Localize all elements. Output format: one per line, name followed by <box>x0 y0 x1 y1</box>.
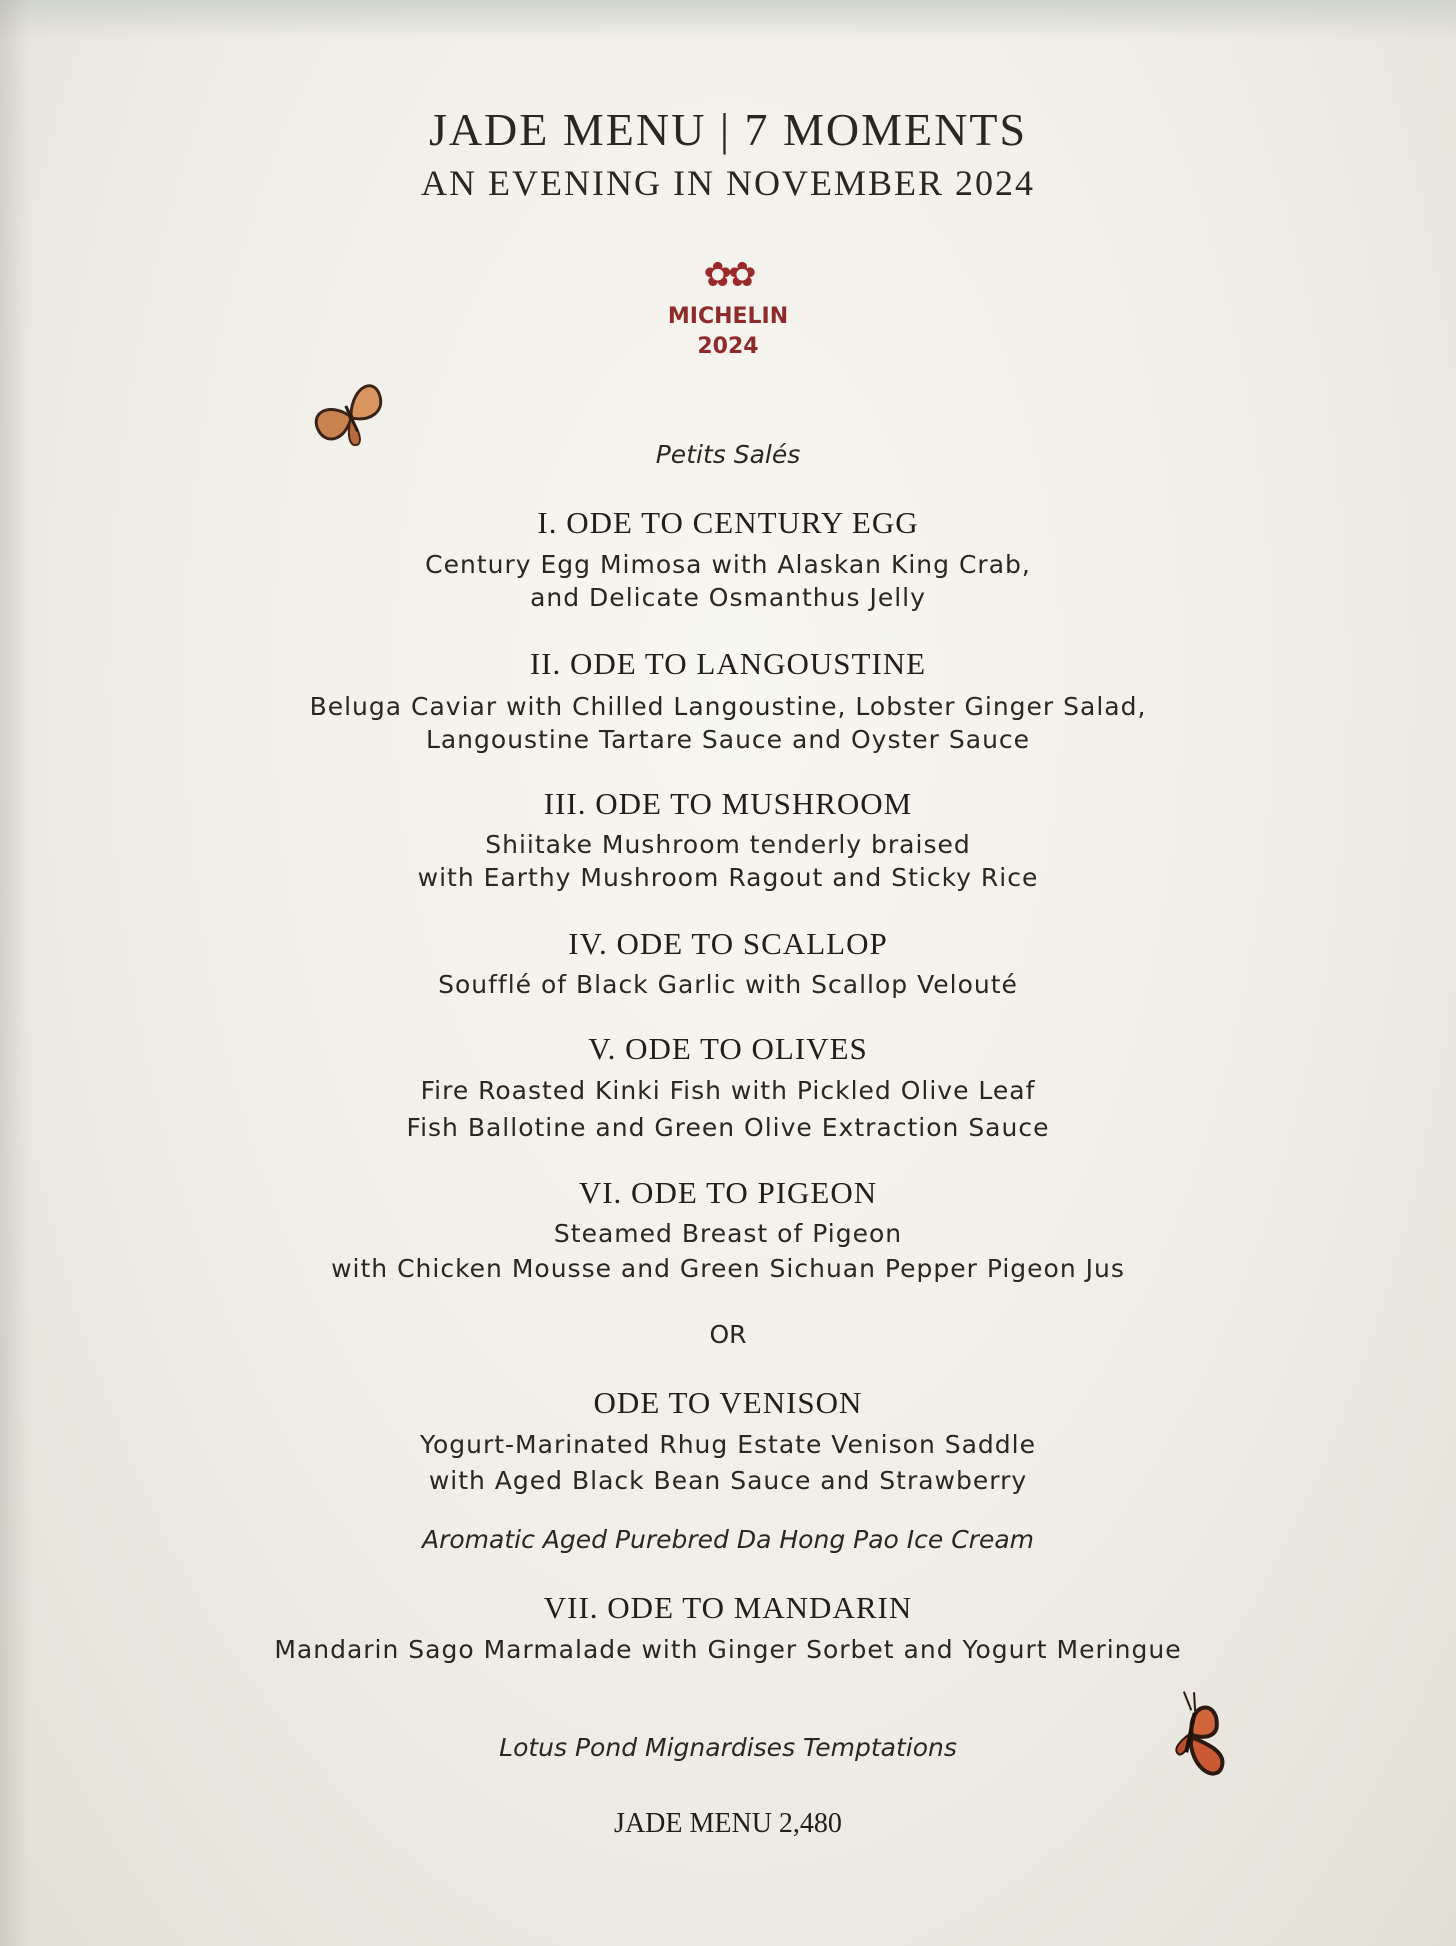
course-description <box>0 1217 1456 1285</box>
course-heading: ODE TO VENISON <box>593 1385 863 1420</box>
course-heading: II. ODE TO LANGOUSTINE <box>529 646 927 681</box>
michelin-year: 2024 <box>697 334 759 359</box>
course-line: Steamed Breast of Pigeon <box>553 1219 903 1248</box>
course-description <box>0 1074 1456 1144</box>
menu-title: JADE MENU | 7 MOMENTS <box>428 104 1028 155</box>
ice-cream-course: Aromatic Aged Purebred Da Hong Pao Ice Cream <box>421 1525 1035 1554</box>
course-description <box>0 1633 1456 1666</box>
course-line: Century Egg Mimosa with Alaskan King Crab, <box>425 550 1031 579</box>
course-line: and Delicate Osmanthus Jelly <box>530 583 926 612</box>
michelin-stars-icon: ✿✿ <box>703 257 753 294</box>
course-description <box>0 548 1456 614</box>
course-heading: I. ODE TO CENTURY EGG <box>537 505 919 540</box>
course-heading: IV. ODE TO SCALLOP <box>568 926 888 961</box>
butterfly-icon <box>1145 1690 1245 1780</box>
course-line: Soufflé of Black Garlic with Scallop Velouté <box>438 970 1018 999</box>
course-line: with Chicken Mousse and Green Sichuan Pepper Pigeon Jus <box>331 1254 1125 1283</box>
course-line: Mandarin Sago Marmalade with Ginger Sorbet and Yogurt Meringue <box>274 1635 1182 1664</box>
course-heading: VII. ODE TO MANDARIN <box>543 1590 913 1625</box>
or-separator: OR <box>709 1320 747 1349</box>
course-line: with Aged Black Bean Sauce and Strawberry <box>428 1466 1028 1495</box>
course-heading: III. ODE TO MUSHROOM <box>543 786 913 821</box>
course-heading: V. ODE TO OLIVES <box>588 1031 868 1066</box>
course-description <box>0 828 1456 894</box>
course-description <box>0 968 1456 1001</box>
course-description <box>0 690 1456 756</box>
course-description <box>0 1428 1456 1497</box>
mignardises: Lotus Pond Mignardises Temptations <box>499 1733 957 1762</box>
michelin-label: MICHELIN <box>667 304 789 329</box>
course-line: Beluga Caviar with Chilled Langoustine, Lobster Ginger Salad, <box>309 692 1147 721</box>
course-line: Yogurt-Marinated Rhug Estate Venison Saddle <box>420 1430 1036 1459</box>
course-line: Shiitake Mushroom tenderly braised <box>485 830 971 859</box>
course-line: Fire Roasted Kinki Fish with Pickled Olive Leaf <box>420 1076 1036 1105</box>
petits-sales: Petits Salés <box>655 440 801 469</box>
course-line: with Earthy Mushroom Ragout and Sticky Rice <box>417 863 1039 892</box>
menu-price: JADE MENU 2,480 <box>614 1808 842 1839</box>
course-heading: VI. ODE TO PIGEON <box>578 1175 878 1210</box>
course-line: Langoustine Tartare Sauce and Oyster Sauce <box>425 725 1031 754</box>
course-line: Fish Ballotine and Green Olive Extraction Sauce <box>406 1113 1050 1142</box>
menu-subtitle: AN EVENING IN NOVEMBER 2024 <box>421 163 1035 203</box>
